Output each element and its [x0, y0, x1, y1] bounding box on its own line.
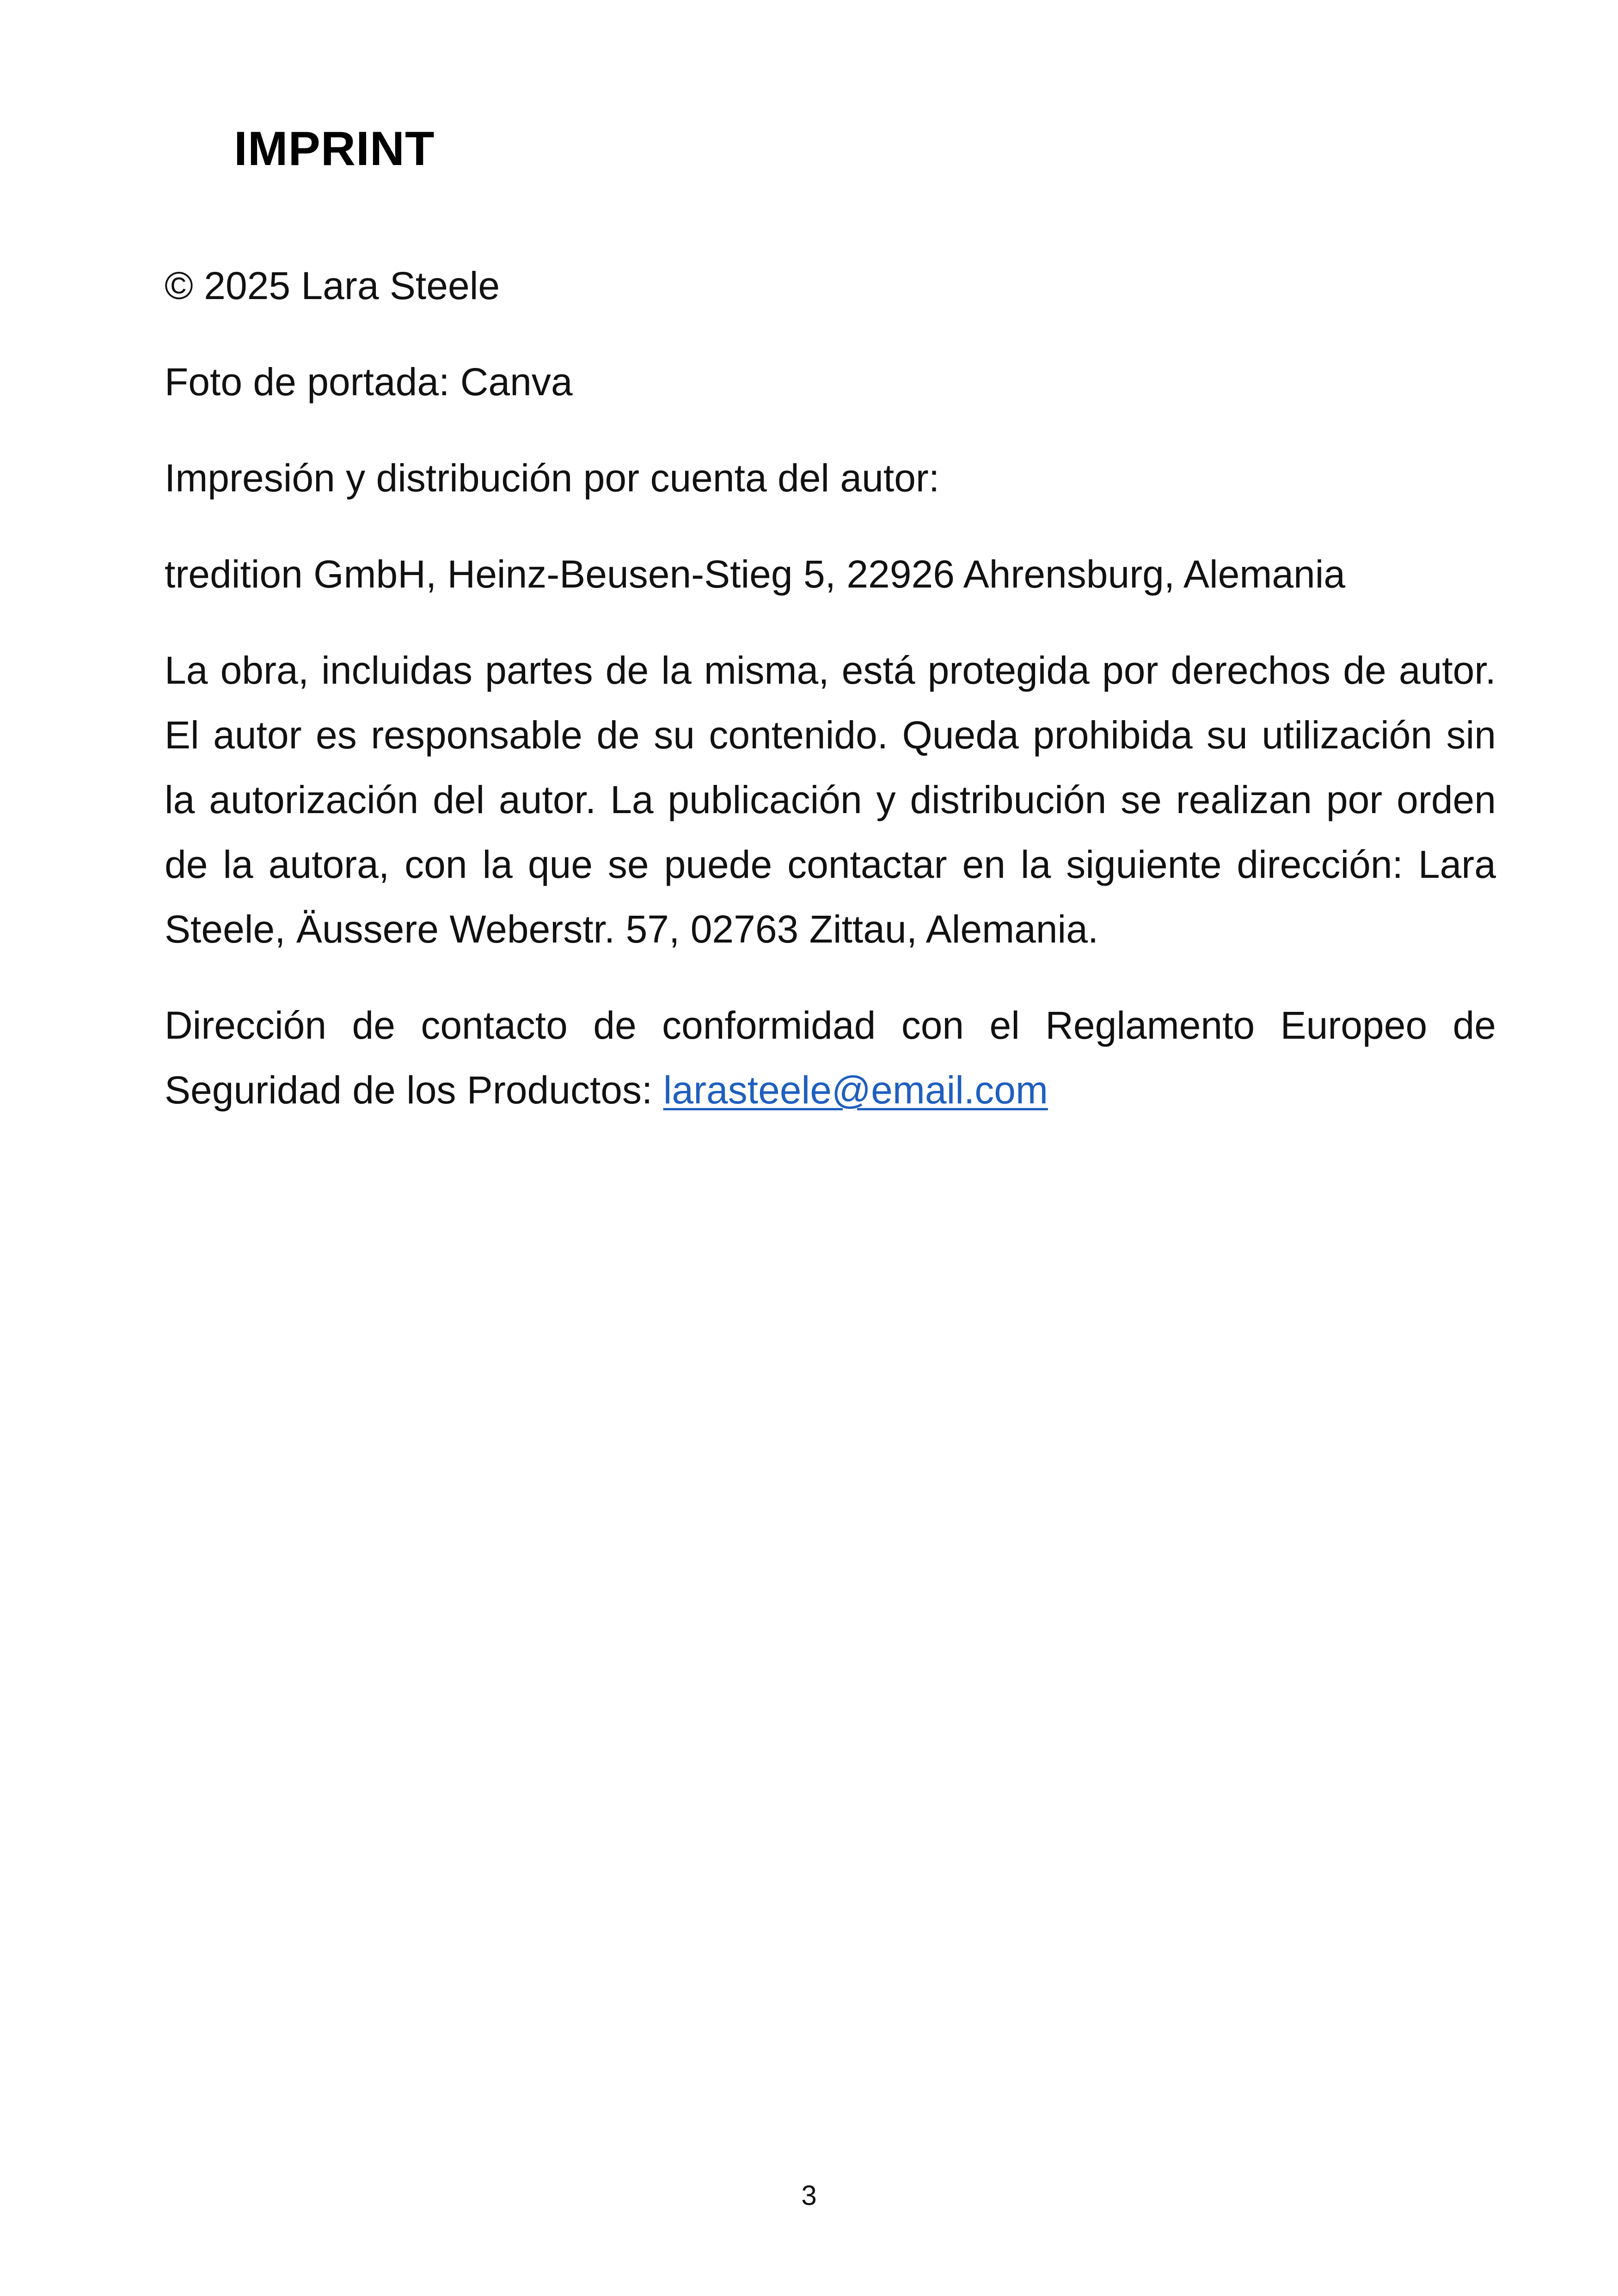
page-heading: IMPRINT	[234, 122, 435, 176]
copyright-line: © 2025 Lara Steele	[165, 264, 500, 307]
publisher-address: tredition GmbH, Heinz-Beusen-Stieg 5, 22926 Ahrensburg, Alemania	[165, 552, 1346, 596]
printing-distribution-line: Impresión y distribución por cuenta del autor:	[165, 456, 940, 500]
cover-photo-credit: Foto de portada: Canva	[165, 360, 573, 404]
contact-paragraph	[165, 993, 1496, 1122]
imprint-content	[165, 253, 1496, 1154]
page-number: 3	[801, 2180, 817, 2211]
rights-paragraph: La obra, incluidas partes de la misma, está protegida por derechos de autor. El autor es responsable de su contenido. Queda prohibida su utilización sin la autorización del autor. La publicación y distribución se realizan por orden de la autora, con la que se puede contactar en la siguiente dirección: Lara Steele, Äussere Weberstr. 57, 02763 Zittau, Alemania.	[165, 649, 1496, 951]
contact-text: Dirección de contacto de conformidad con el Reglamento Europeo de Seguridad de los Productos:	[165, 1004, 1496, 1112]
contact-email-link[interactable]: larasteele@email.com	[663, 1068, 1048, 1112]
